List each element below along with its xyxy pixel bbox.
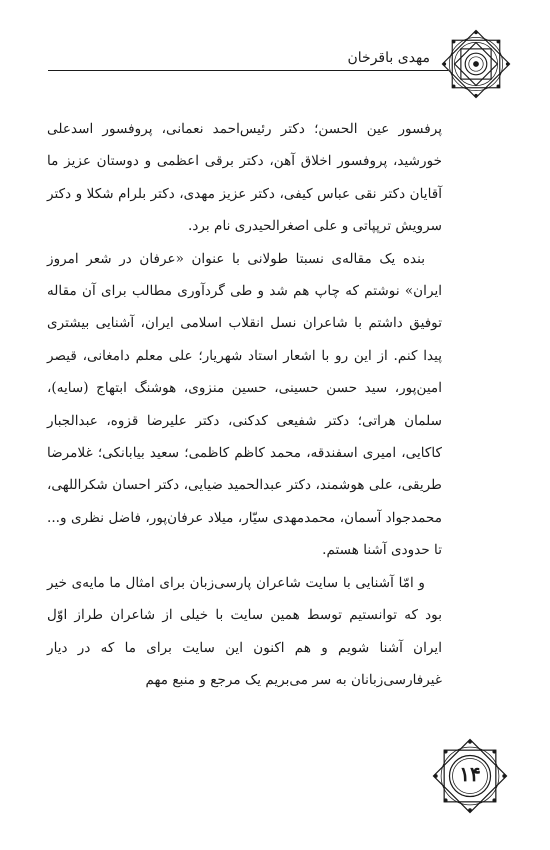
running-head: مهدی باقرخان xyxy=(347,50,430,66)
paragraph-1: پرفسور عین الحسن؛ دکتر رئیس‌احمد نعمانی، پروفسور اسدعلی خورشید، پروفسور اخلاق آهن، دکتر برقی اعظمی و دوستان عزیز ما آقایان دکتر نقی عباس کیفی، دکتر عزیز مهدی، دکتر بلرام شکلا و دکتر سرویش ترپپاتی و علی اصغرالحیدری نام برد. xyxy=(47,121,442,235)
page-header xyxy=(0,0,550,110)
paragraph-2: بنده یک مقاله‌ی نسبتا طولانی با عنوان «عرفان در شعر امروز ایران» نوشتم که چاپ هم شد و طی گردآوری مطالب برای آن مقاله توفیق داشتم با شاعران نسل انقلاب اسلامی ایران، آشنایی بیشتری پیدا کنم. از این رو با اشعار استاد شهریار؛ علی معلم دامغانی، قیصر امین‌پور، سید حسن حسینی، حسین منزوی، هوشنگ ابتهاج (سایه)، سلمان هراتی؛ دکتر شفیعی کدکنی، دکتر علیرضا قزوه، عبدالجبار کاکایی، امیری اسفندقه، محمد کاظم کاظمی؛ سعید بیابانکی؛ غلامرضا طریقی، علی هوشمند، دکتر عبدالحمید ضیایی، دکتر احسان شکراللهی، محمدجواد آسمان، محمدمهدی سیّار، میلاد عرفان‌پور، فاضل نظری و... تا حدودی آشنا هستم. xyxy=(47,250,442,559)
page-number: ۱۴ xyxy=(459,762,481,786)
body-text xyxy=(47,113,442,696)
header-rule xyxy=(48,70,448,71)
octagram-rosette-icon xyxy=(440,28,512,100)
paragraph-3: و امّا آشنایی با سایت شاعران پارسی‌زبان برای امثال ما مایه‌ی خیر بود که توانستیم توسط همین سایت با خیلی از شاعران طراز اوّل ایران آشنا شویم و هم اکنون این سایت برای ما که در دیار غیرفارسی‌زبانان به سر می‌بریم یک مرجع و منبع مهم xyxy=(47,574,442,688)
